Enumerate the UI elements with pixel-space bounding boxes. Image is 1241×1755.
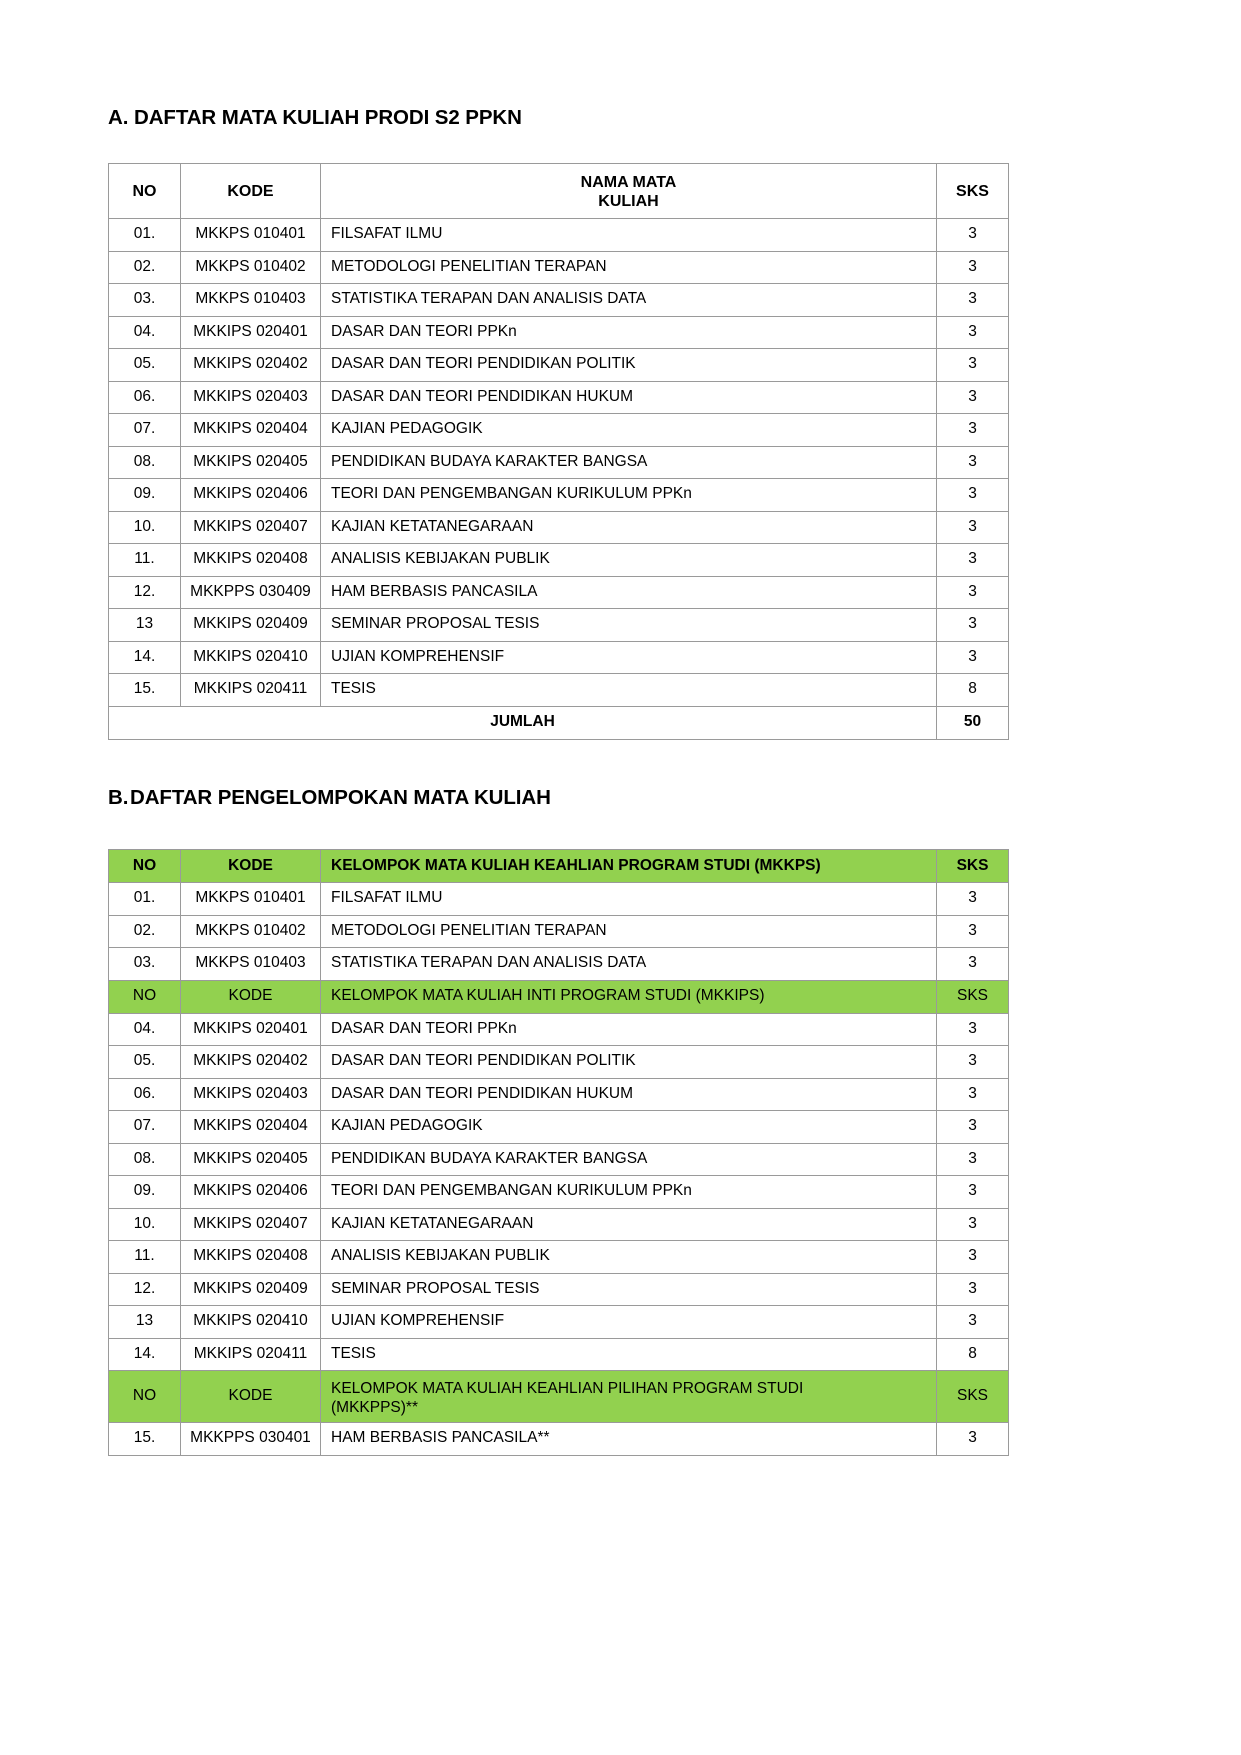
table-row (109, 915, 1009, 948)
table-row (109, 1143, 1009, 1176)
cell-no: 06. (109, 1078, 181, 1111)
section-b-heading (108, 786, 551, 810)
cell-no: 03. (109, 948, 181, 981)
table-a-body (109, 219, 1009, 707)
group-header-kode: KODE (181, 1371, 321, 1423)
cell-kode: MKKIPS 020401 (181, 1013, 321, 1046)
table-a-foot (109, 706, 1009, 739)
cell-sks: 3 (937, 284, 1009, 317)
cell-kode: MKKIPS 020403 (181, 1078, 321, 1111)
table-row (109, 381, 1009, 414)
cell-sks: 3 (937, 219, 1009, 252)
cell-kode: MKKIPS 020410 (181, 641, 321, 674)
cell-nama: SEMINAR PROPOSAL TESIS (321, 609, 937, 642)
section-a-letter: A. (108, 106, 129, 129)
cell-kode: MKKIPS 020409 (181, 1273, 321, 1306)
cell-kode: MKKIPS 020406 (181, 479, 321, 512)
cell-no: 02. (109, 251, 181, 284)
table-row (109, 1078, 1009, 1111)
cell-nama: DASAR DAN TEORI PENDIDIKAN HUKUM (321, 381, 937, 414)
cell-sks: 3 (937, 576, 1009, 609)
table-row (109, 414, 1009, 447)
table-row (109, 883, 1009, 916)
section-b-letter: B. (108, 786, 129, 809)
cell-nama: SEMINAR PROPOSAL TESIS (321, 1273, 937, 1306)
cell-nama: ANALISIS KEBIJAKAN PUBLIK (321, 1241, 937, 1274)
cell-sks: 3 (937, 381, 1009, 414)
table-row (109, 316, 1009, 349)
cell-sks: 3 (937, 414, 1009, 447)
cell-kode: MKKIPS 020407 (181, 1208, 321, 1241)
group-header-no: NO (109, 850, 181, 883)
group-header-sks: SKS (937, 980, 1009, 1013)
cell-sks: 3 (937, 349, 1009, 382)
cell-sks: 3 (937, 446, 1009, 479)
group-title: KELOMPOK MATA KULIAH KEAHLIAN PROGRAM STUDI (MKKPS) (321, 850, 937, 883)
cell-sks: 3 (937, 1013, 1009, 1046)
section-a-title: DAFTAR MATA KULIAH PRODI S2 PPKN (134, 106, 522, 129)
cell-nama: DASAR DAN TEORI PENDIDIKAN POLITIK (321, 349, 937, 382)
cell-kode: MKKIPS 020408 (181, 1241, 321, 1274)
table-row (109, 251, 1009, 284)
group-header-sks: SKS (937, 1371, 1009, 1423)
table-row (109, 1208, 1009, 1241)
group-title-line-1: KELOMPOK MATA KULIAH KEAHLIAN PILIHAN PROGRAM STUDI (331, 1379, 804, 1397)
header-no: NO (109, 164, 181, 219)
group-header-kode: KODE (181, 980, 321, 1013)
cell-no: 13 (109, 609, 181, 642)
table-row (109, 1046, 1009, 1079)
group-header-row (109, 850, 1009, 883)
cell-no: 15. (109, 1423, 181, 1456)
cell-kode: MKKIPS 020401 (181, 316, 321, 349)
cell-no: 08. (109, 1143, 181, 1176)
cell-nama: STATISTIKA TERAPAN DAN ANALISIS DATA (321, 284, 937, 317)
cell-no: 12. (109, 576, 181, 609)
cell-sks: 3 (937, 948, 1009, 981)
table-a-header-row (109, 164, 1009, 219)
cell-sks: 3 (937, 883, 1009, 916)
pengelompokan-mata-kuliah-table (108, 849, 1009, 1456)
cell-no: 05. (109, 1046, 181, 1079)
cell-sks: 3 (937, 1241, 1009, 1274)
cell-sks: 8 (937, 1338, 1009, 1371)
table-row (109, 1176, 1009, 1209)
header-sks: SKS (937, 164, 1009, 219)
cell-sks: 3 (937, 1078, 1009, 1111)
total-label: JUMLAH (109, 706, 937, 739)
group-header-no: NO (109, 1371, 181, 1423)
cell-no: 01. (109, 219, 181, 252)
cell-kode: MKKPS 010403 (181, 948, 321, 981)
cell-sks: 3 (937, 1306, 1009, 1339)
cell-no: 05. (109, 349, 181, 382)
cell-sks: 8 (937, 674, 1009, 707)
cell-no: 07. (109, 414, 181, 447)
table-row (109, 641, 1009, 674)
cell-kode: MKKPS 010402 (181, 251, 321, 284)
cell-nama: DASAR DAN TEORI PENDIDIKAN POLITIK (321, 1046, 937, 1079)
cell-kode: MKKIPS 020402 (181, 1046, 321, 1079)
group-title-line-2: (MKKPPS)** (331, 1399, 418, 1416)
table-row (109, 1273, 1009, 1306)
cell-kode: MKKIPS 020410 (181, 1306, 321, 1339)
table-row (109, 1338, 1009, 1371)
cell-nama: DASAR DAN TEORI PPKn (321, 1013, 937, 1046)
cell-nama: TESIS (321, 1338, 937, 1371)
cell-kode: MKKIPS 020405 (181, 1143, 321, 1176)
table-row (109, 1306, 1009, 1339)
cell-nama: KAJIAN PEDAGOGIK (321, 1111, 937, 1144)
group-header-row (109, 980, 1009, 1013)
group-header-no: NO (109, 980, 181, 1013)
cell-no: 14. (109, 641, 181, 674)
cell-kode: MKKIPS 020402 (181, 349, 321, 382)
group-header-kode: KODE (181, 850, 321, 883)
cell-no: 04. (109, 1013, 181, 1046)
cell-no: 10. (109, 1208, 181, 1241)
cell-sks: 3 (937, 1423, 1009, 1456)
cell-nama: TEORI DAN PENGEMBANGAN KURIKULUM PPKn (321, 1176, 937, 1209)
header-kode: KODE (181, 164, 321, 219)
section-b-title: DAFTAR PENGELOMPOKAN MATA KULIAH (130, 786, 551, 809)
cell-no: 07. (109, 1111, 181, 1144)
cell-no: 01. (109, 883, 181, 916)
cell-no: 02. (109, 915, 181, 948)
table-row (109, 1423, 1009, 1456)
cell-kode: MKKPS 010401 (181, 883, 321, 916)
cell-nama: HAM BERBASIS PANCASILA (321, 576, 937, 609)
table-row (109, 511, 1009, 544)
cell-sks: 3 (937, 544, 1009, 577)
cell-sks: 3 (937, 251, 1009, 284)
cell-nama: KAJIAN KETATANEGARAAN (321, 511, 937, 544)
cell-no: 15. (109, 674, 181, 707)
table-row (109, 609, 1009, 642)
cell-sks: 3 (937, 1176, 1009, 1209)
cell-nama: PENDIDIKAN BUDAYA KARAKTER BANGSA (321, 1143, 937, 1176)
cell-no: 03. (109, 284, 181, 317)
cell-kode: MKKIPS 020407 (181, 511, 321, 544)
table-row (109, 284, 1009, 317)
table-row (109, 1241, 1009, 1274)
table-row (109, 349, 1009, 382)
table-row (109, 544, 1009, 577)
cell-no: 08. (109, 446, 181, 479)
cell-sks: 3 (937, 641, 1009, 674)
cell-sks: 3 (937, 1208, 1009, 1241)
cell-kode: MKKIPS 020404 (181, 414, 321, 447)
cell-kode: MKKIPS 020403 (181, 381, 321, 414)
cell-sks: 3 (937, 915, 1009, 948)
cell-nama: METODOLOGI PENELITIAN TERAPAN (321, 251, 937, 284)
cell-kode: MKKIPS 020405 (181, 446, 321, 479)
cell-no: 11. (109, 544, 181, 577)
cell-kode: MKKIPS 020411 (181, 674, 321, 707)
section-a-heading (108, 106, 522, 130)
cell-nama: UJIAN KOMPREHENSIF (321, 641, 937, 674)
cell-nama: UJIAN KOMPREHENSIF (321, 1306, 937, 1339)
table-a-head (109, 164, 1009, 219)
total-sks: 50 (937, 706, 1009, 739)
cell-kode: MKKPPS 030409 (181, 576, 321, 609)
cell-nama: KAJIAN KETATANEGARAAN (321, 1208, 937, 1241)
cell-sks: 3 (937, 316, 1009, 349)
group-header-sks: SKS (937, 850, 1009, 883)
table-row (109, 576, 1009, 609)
cell-kode: MKKIPS 020411 (181, 1338, 321, 1371)
cell-no: 12. (109, 1273, 181, 1306)
cell-kode: MKKPPS 030401 (181, 1423, 321, 1456)
header-nama-line-1: NAMA MATA (580, 173, 677, 191)
cell-nama: PENDIDIKAN BUDAYA KARAKTER BANGSA (321, 446, 937, 479)
table-row (109, 948, 1009, 981)
table-row (109, 674, 1009, 707)
cell-nama: FILSAFAT ILMU (321, 219, 937, 252)
cell-sks: 3 (937, 1046, 1009, 1079)
cell-kode: MKKIPS 020408 (181, 544, 321, 577)
header-nama-mata-kuliah (321, 164, 937, 219)
cell-kode: MKKIPS 020404 (181, 1111, 321, 1144)
cell-sks: 3 (937, 1273, 1009, 1306)
cell-nama: ANALISIS KEBIJAKAN PUBLIK (321, 544, 937, 577)
mata-kuliah-table (108, 163, 1009, 740)
cell-sks: 3 (937, 609, 1009, 642)
cell-nama: HAM BERBASIS PANCASILA** (321, 1423, 937, 1456)
cell-sks: 3 (937, 511, 1009, 544)
cell-kode: MKKIPS 020409 (181, 609, 321, 642)
table-row (109, 446, 1009, 479)
table-row (109, 1111, 1009, 1144)
cell-sks: 3 (937, 1143, 1009, 1176)
cell-no: 11. (109, 1241, 181, 1274)
cell-nama: METODOLOGI PENELITIAN TERAPAN (321, 915, 937, 948)
cell-nama: TESIS (321, 674, 937, 707)
cell-no: 14. (109, 1338, 181, 1371)
group-title (321, 1371, 937, 1423)
cell-nama: FILSAFAT ILMU (321, 883, 937, 916)
table-row (109, 219, 1009, 252)
cell-no: 13 (109, 1306, 181, 1339)
cell-nama: STATISTIKA TERAPAN DAN ANALISIS DATA (321, 948, 937, 981)
table-b-body (109, 850, 1009, 1456)
cell-kode: MKKPS 010402 (181, 915, 321, 948)
cell-nama: KAJIAN PEDAGOGIK (321, 414, 937, 447)
table-row (109, 479, 1009, 512)
cell-no: 10. (109, 511, 181, 544)
cell-no: 09. (109, 1176, 181, 1209)
cell-sks: 3 (937, 479, 1009, 512)
cell-no: 06. (109, 381, 181, 414)
cell-kode: MKKPS 010401 (181, 219, 321, 252)
cell-nama: DASAR DAN TEORI PENDIDIKAN HUKUM (321, 1078, 937, 1111)
cell-sks: 3 (937, 1111, 1009, 1144)
group-title: KELOMPOK MATA KULIAH INTI PROGRAM STUDI (MKKIPS) (321, 980, 937, 1013)
table-row (109, 1013, 1009, 1046)
cell-no: 04. (109, 316, 181, 349)
cell-no: 09. (109, 479, 181, 512)
cell-kode: MKKPS 010403 (181, 284, 321, 317)
cell-nama: TEORI DAN PENGEMBANGAN KURIKULUM PPKn (321, 479, 937, 512)
header-nama-line-2: KULIAH (598, 193, 659, 210)
group-header-row (109, 1371, 1009, 1423)
cell-nama: DASAR DAN TEORI PPKn (321, 316, 937, 349)
table-a-total-row (109, 706, 1009, 739)
cell-kode: MKKIPS 020406 (181, 1176, 321, 1209)
